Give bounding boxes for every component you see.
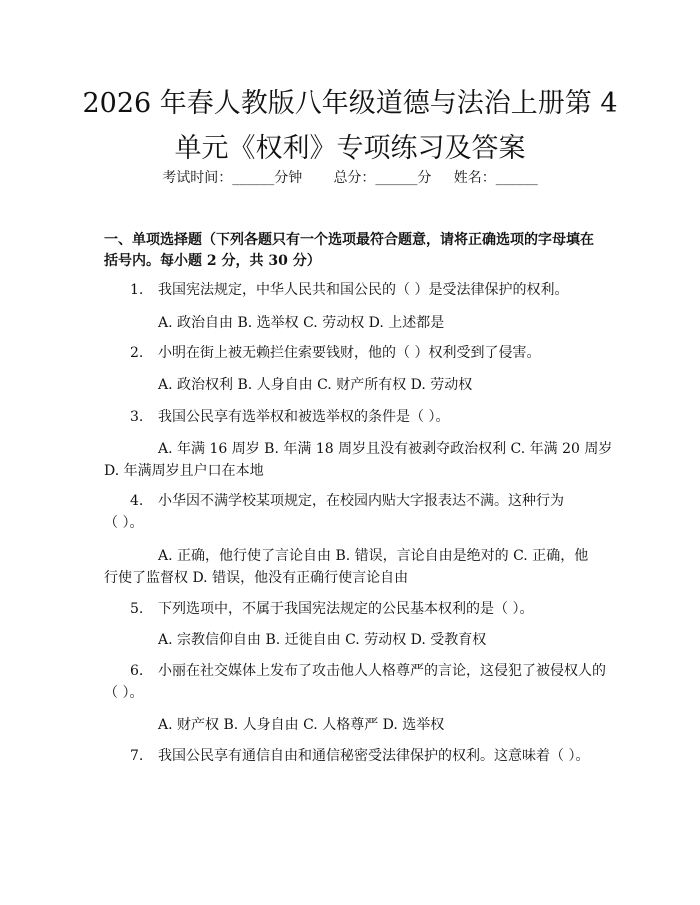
question-number: 6.: [130, 663, 144, 679]
total-score-label: 总分：______分: [333, 170, 432, 186]
question-stem: 我国公民享有通信自由和通信秘密受法律保护的权利。这意味着（ ）。: [158, 748, 590, 764]
question-2-options: A. 政治权利 B. 人身自由 C. 财产所有权 D. 劳动权: [158, 377, 473, 393]
question-number: 1.: [130, 282, 144, 298]
question-5-options: A. 宗教信仰自由 B. 迁徙自由 C. 劳动权 D. 受教育权: [158, 632, 487, 648]
question-3-options-line2: D. 年满周岁且户口在本地: [104, 463, 264, 479]
question-1-options: A. 政治自由 B. 选举权 C. 劳动权 D. 上述都是: [158, 315, 445, 331]
question-number: 7.: [130, 748, 144, 764]
question-number: 2.: [130, 345, 144, 361]
exam-time-label: 考试时间：______分钟: [162, 170, 303, 186]
question-stem: 我国公民享有选举权和被选举权的条件是（ ）。: [158, 409, 450, 425]
document-title-line2: 单元《权利》专项练习及答案: [174, 133, 526, 164]
section-heading-line2: 括号内。每小题 2 分，共 30 分）: [104, 253, 321, 269]
document-title-line1: 2026 年春人教版八年级道德与法治上册第 4: [82, 88, 618, 119]
question-4-options-line1: A. 正确，他行使了言论自由 B. 错误，言论自由是绝对的 C. 正确，他: [158, 548, 589, 564]
question-number: 4.: [130, 493, 144, 509]
question-stem: 小华因不满学校某项规定，在校园内贴大字报表达不满。这种行为: [158, 493, 564, 509]
question-3-options-line1: A. 年满 16 周岁 B. 年满 18 周岁且没有被剥夺政治权利 C. 年满 20 周岁: [158, 441, 613, 457]
question-stem: 我国宪法规定，中华人民共和国公民的（ ）是受法律保护的权利。: [158, 282, 569, 298]
student-name-label: 姓名：______: [453, 170, 538, 186]
question-4-options-line2: 行使了监督权 D. 错误，他没有正确行使言论自由: [104, 570, 409, 586]
section-heading-line1: 一、单项选择题（下列各题只有一个选项最符合题意，请将正确选项的字母填在: [104, 232, 594, 248]
question-stem: 小明在街上被无赖拦住索要钱财，他的（ ）权利受到了侵害。: [158, 345, 541, 361]
question-number: 3.: [130, 409, 144, 425]
question-4-stem-line2: （ ）。: [104, 515, 144, 531]
question-6-stem-line2: （ ）。: [104, 685, 144, 701]
question-6-options: A. 财产权 B. 人身自由 C. 人格尊严 D. 选举权: [158, 717, 445, 733]
question-stem: 小丽在社交媒体上发布了攻击他人人格尊严的言论，这侵犯了被侵权人的: [158, 663, 606, 679]
exam-info: [0, 167, 700, 187]
question-number: 5.: [130, 601, 144, 617]
question-stem: 下列选项中，不属于我国宪法规定的公民基本权利的是（ ）。: [158, 601, 534, 617]
